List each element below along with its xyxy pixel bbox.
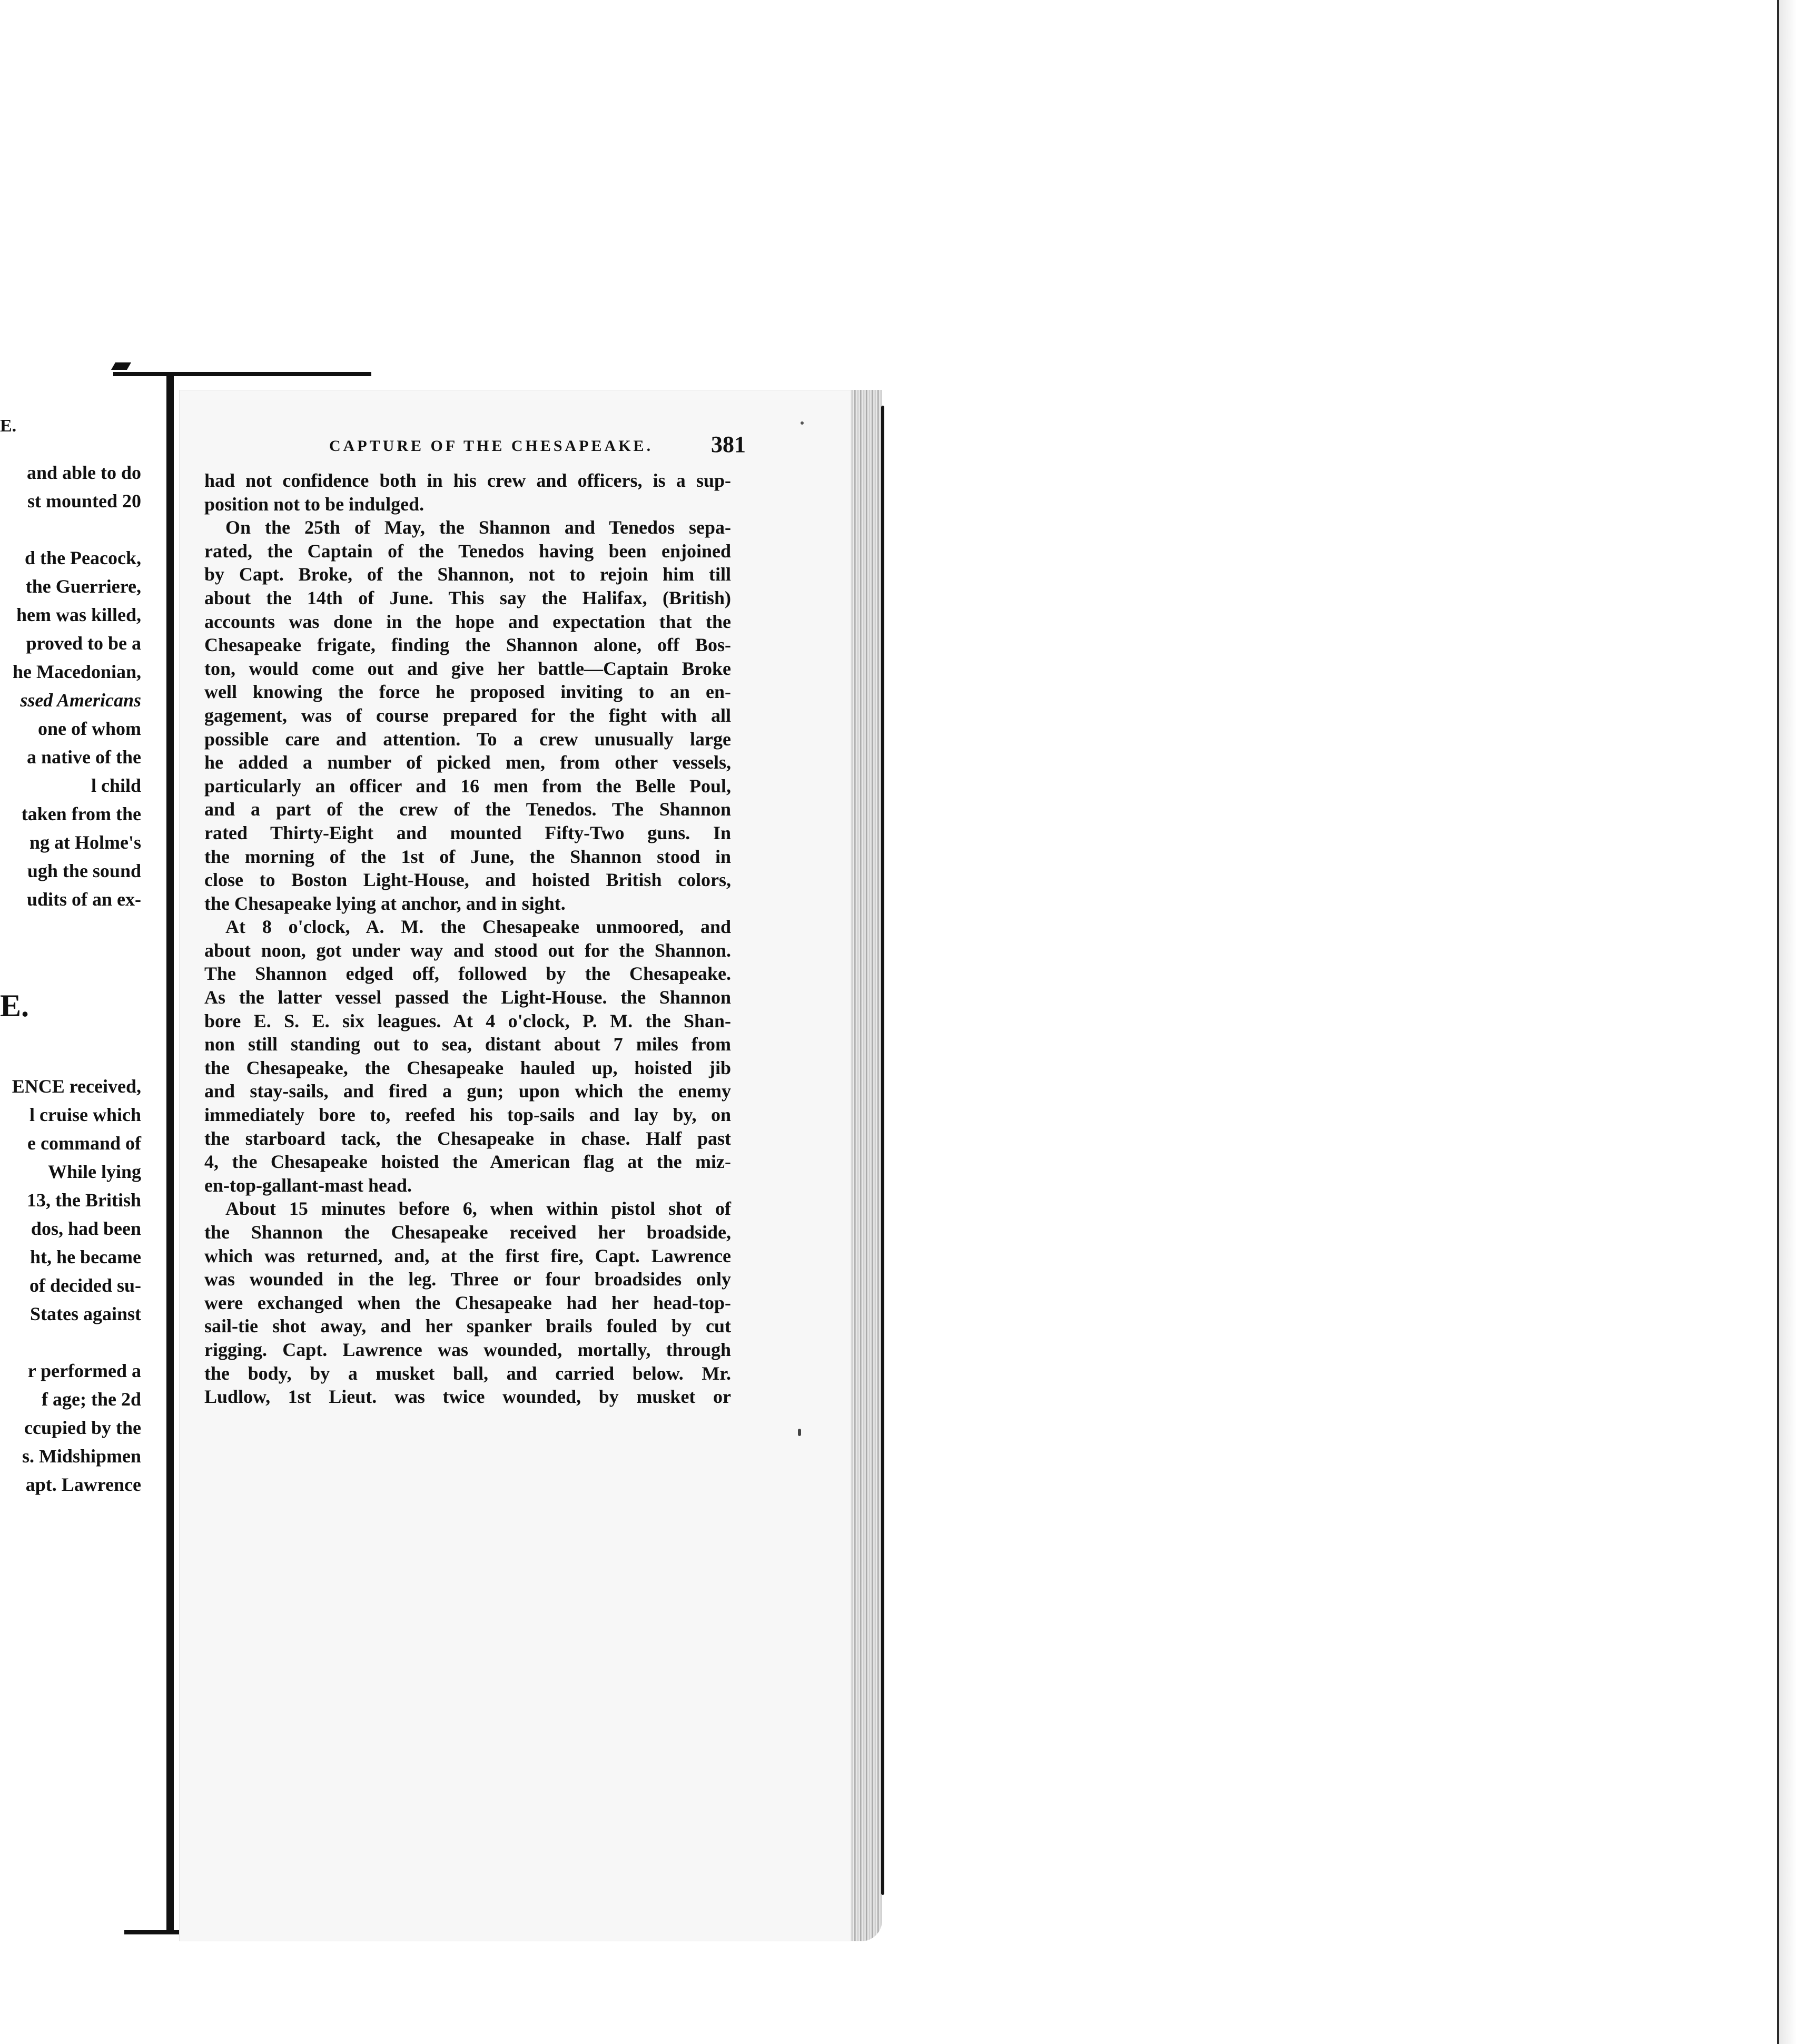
text-line: accounts was done in the hope and expectation that the [204, 611, 731, 632]
left-line: st mounted 20 [27, 490, 141, 512]
left-line: one of whom [38, 718, 141, 739]
left-line: f age; the 2d [42, 1389, 141, 1410]
left-line: the Guerriere, [25, 576, 141, 597]
text-line: 4, the Chesapeake hoisted the American flag at the miz- [204, 1151, 731, 1173]
text-line: and stay-sails, and fired a gun; upon which the enemy [204, 1080, 731, 1102]
text-line: On the 25th of May, the Shannon and Tenedos sepa- [225, 517, 731, 538]
body-text [204, 469, 731, 1409]
left-line: 13, the British [26, 1190, 141, 1211]
text-line: and a part of the crew of the Tenedos. The Shannon [204, 799, 731, 820]
text-line: well knowing the force he proposed inviting to an en- [204, 681, 731, 703]
left-line: apt. Lawrence [25, 1474, 141, 1495]
text-line: The Shannon edged off, followed by the Chesapeake. [204, 963, 731, 985]
text-line: particularly an officer and 16 men from the Belle Poul, [204, 775, 731, 797]
left-text-block-b [0, 1072, 141, 1499]
running-head: CAPTURE OF THE CHESAPEAKE. [329, 437, 654, 455]
left-line [0, 515, 141, 544]
text-line: About 15 minutes before 6, when within pistol shot of [225, 1198, 731, 1220]
left-line: l child [91, 775, 141, 796]
left-line: proved to be a [26, 633, 141, 654]
left-line: udits of an ex- [26, 889, 141, 910]
book-page [179, 390, 882, 1941]
binding-rule-vertical [166, 376, 174, 1930]
text-line: the Shannon the Chesapeake received her broadside, [204, 1222, 731, 1243]
text-line: about the 14th of June. This say the Halifax, (British) [204, 587, 731, 608]
text-line: sail-tie shot away, and her spanker brails fouled by cut [204, 1315, 731, 1337]
left-line: taken from the [21, 803, 141, 824]
text-line: the morning of the 1st of June, the Shannon stood in [204, 846, 731, 867]
text-line: At 8 o'clock, A. M. the Chesapeake unmoored, and [225, 916, 731, 938]
text-line: position not to be indulged. [204, 493, 424, 515]
left-line: While lying [47, 1161, 141, 1182]
left-line: ugh the sound [27, 860, 141, 881]
left-line: a native of the [27, 746, 141, 768]
left-line: and able to do [26, 462, 141, 483]
text-line: Chesapeake frigate, finding the Shannon alone, off Bos- [204, 634, 731, 656]
binding-tick [111, 362, 131, 370]
text-line: possible care and attention. To a crew unusually large [204, 728, 731, 750]
left-line: e command of [27, 1133, 141, 1154]
text-line: non still standing out to sea, distant about 7 miles from [204, 1034, 731, 1055]
text-line: rigging. Capt. Lawrence was wounded, mortally, through [204, 1339, 731, 1360]
text-line: the body, by a musket ball, and carried below. Mr. [204, 1362, 731, 1384]
page-number: 381 [711, 431, 746, 457]
text-line: were exchanged when the Chesapeake had her head-top- [204, 1292, 731, 1313]
left-line: ccupied by the [24, 1417, 141, 1438]
left-line: States against [29, 1303, 141, 1324]
text-line: the Chesapeake lying at anchor, and in sight. [204, 892, 566, 914]
text-line: gagement, was of course prepared for the fight with all [204, 704, 731, 726]
text-line: was wounded in the leg. Three or four broadsides only [204, 1269, 731, 1290]
left-line: hem was killed, [16, 604, 141, 625]
text-line: about noon, got under way and stood out for the Shannon. [204, 939, 731, 961]
left-line: he Macedonian, [12, 661, 141, 682]
text-line: bore E. S. E. six leagues. At 4 o'clock, P. M. the Shan- [204, 1010, 731, 1031]
left-page-fragment [0, 400, 147, 1675]
binding-rule-top [113, 372, 371, 376]
left-line: ssed Americans [20, 690, 141, 711]
speck [801, 421, 804, 425]
text-line: Ludlow, 1st Lieut. was twice wounded, by musket or [204, 1386, 731, 1408]
text-line: had not confidence both in his crew and officers, is a sup- [204, 470, 731, 491]
speck [798, 1429, 801, 1436]
left-section-heading: E. [0, 988, 29, 1023]
text-line: rated, the Captain of the Tenedos having been enjoined [204, 540, 731, 562]
left-line: ht, he became [30, 1246, 141, 1267]
text-line: en-top-gallant-mast head. [204, 1174, 412, 1196]
text-line: immediately bore to, reefed his top-sails and lay by, on [204, 1104, 731, 1126]
text-line: rated Thirty-Eight and mounted Fifty-Two guns. In [204, 822, 731, 843]
page-edge-shading [851, 390, 882, 1941]
left-line: ENCE received, [12, 1076, 141, 1097]
left-line [0, 1328, 141, 1357]
left-line: dos, had been [31, 1218, 141, 1239]
text-line: As the latter vessel passed the Light-House. the Shannon [204, 987, 731, 1008]
left-line: of decided su- [29, 1275, 141, 1296]
left-line: d the Peacock, [25, 547, 141, 568]
text-line: close to Boston Light-House, and hoisted British colors, [204, 869, 731, 891]
text-line: he added a number of picked men, from other vessels, [204, 752, 731, 773]
left-running-head: E. [0, 416, 17, 436]
left-line: ng at Holme's [29, 832, 141, 853]
scan-border [1777, 0, 1797, 2044]
left-line: s. Midshipmen [22, 1446, 141, 1467]
text-line: the Chesapeake, the Chesapeake hauled up, hoisted jib [204, 1057, 731, 1078]
text-line: which was returned, and, at the first fire, Capt. Lawrence [204, 1245, 731, 1266]
left-line: l cruise which [29, 1104, 141, 1125]
text-line: ton, would come out and give her battle—Captain Broke [204, 657, 731, 679]
left-line: r performed a [27, 1360, 141, 1381]
text-line: by Capt. Broke, of the Shannon, not to rejoin him till [204, 564, 731, 585]
left-text-block-a [0, 458, 141, 913]
text-line: the starboard tack, the Chesapeake in chase. Half past [204, 1127, 731, 1149]
